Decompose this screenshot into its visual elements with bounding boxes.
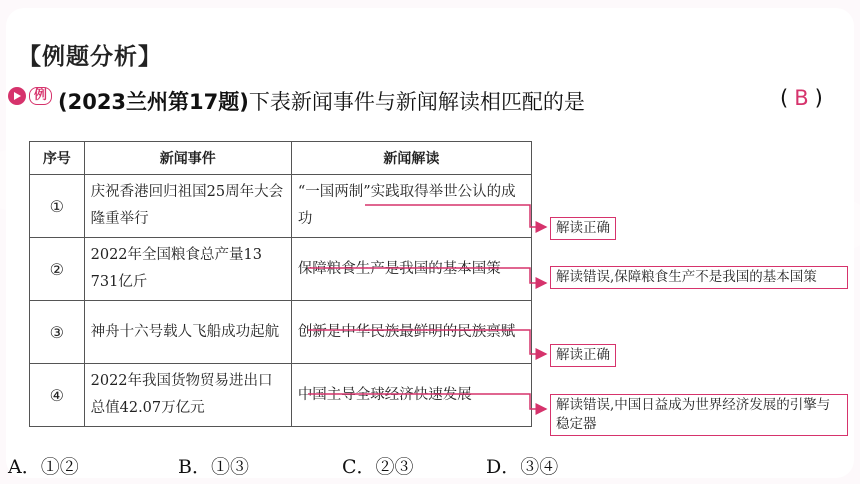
question-text (58, 86, 585, 116)
example-badge (8, 86, 56, 106)
answer-letter: B (794, 86, 809, 110)
row-interp: “一国两制”实践取得举世公认的成功 (291, 175, 531, 238)
row-event: 2022年全国粮食总产量13 731亿斤 (84, 238, 291, 301)
row-interp: 创新是中华民族最鲜明的民族禀赋 (291, 301, 531, 364)
row-num: ④ (30, 364, 85, 427)
note-3: 解读正确 (550, 344, 616, 367)
header-event: 新闻事件 (84, 142, 291, 175)
table-row (30, 175, 532, 238)
option-c[interactable]: C．②③ (342, 456, 414, 478)
news-table (29, 141, 532, 427)
table-row (30, 301, 532, 364)
row-interp: 中国主导全球经济快速发展 (291, 364, 531, 427)
option-a[interactable]: A．①② (8, 456, 79, 478)
question-source: (2023兰州第17题) (58, 90, 249, 114)
row-event: 庆祝香港回归祖国25周年大会隆重举行 (84, 175, 291, 238)
answer-paren-open: ( (780, 86, 789, 110)
row-num: ③ (30, 301, 85, 364)
play-icon (8, 87, 26, 105)
row-event: 神舟十六号载人飞船成功起航 (84, 301, 291, 364)
answer-bracket (780, 86, 823, 110)
table-row (30, 364, 532, 427)
table-row (30, 238, 532, 301)
header-interp: 新闻解读 (291, 142, 531, 175)
header-num: 序号 (30, 142, 85, 175)
row-interp: 保障粮食生产是我国的基本国策 (291, 238, 531, 301)
note-1: 解读正确 (550, 217, 616, 240)
example-label: 例 (29, 87, 52, 105)
row-event: 2022年我国货物贸易进出口总值42.07万亿元 (84, 364, 291, 427)
row-num: ① (30, 175, 85, 238)
answer-paren-close: ) (814, 86, 823, 110)
note-4: 解读错误,中国日益成为世界经济发展的引擎与稳定器 (550, 394, 848, 436)
note-2: 解读错误,保障粮食生产不是我国的基本国策 (550, 266, 848, 289)
section-title: 【例题分析】 (18, 44, 162, 70)
table-header-row (30, 142, 532, 175)
question-stem: 下表新闻事件与新闻解读相匹配的是 (248, 90, 585, 114)
option-d[interactable]: D．③④ (486, 456, 559, 478)
option-b[interactable]: B．①③ (178, 456, 249, 478)
row-num: ② (30, 238, 85, 301)
